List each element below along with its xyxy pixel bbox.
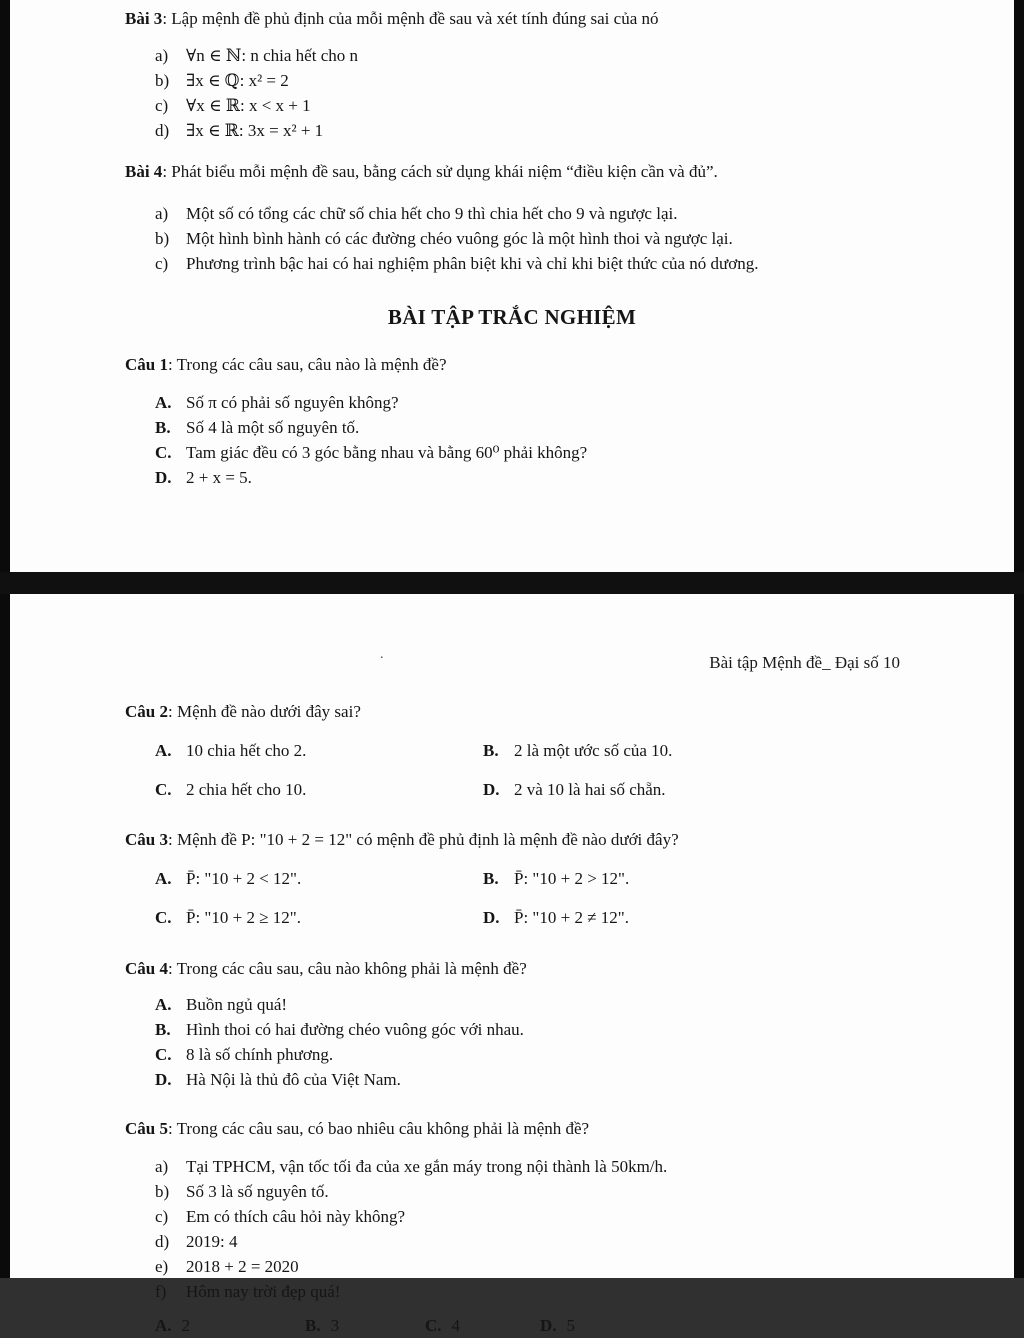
question-cau2	[10, 699, 1014, 802]
answer-marker: C.	[425, 1316, 442, 1335]
option-item	[483, 738, 964, 763]
question-intro: : Mệnh đề P: "10 + 2 = 12" có mệnh đề phủ định là mệnh đề nào dưới đây?	[167, 830, 679, 849]
question-heading	[125, 956, 964, 981]
option-item	[483, 777, 964, 802]
list-item	[155, 43, 964, 68]
option-list	[155, 992, 964, 1092]
list-item	[155, 251, 964, 276]
option-item	[155, 415, 964, 440]
problem-label: Bài 4	[125, 162, 163, 181]
problem-heading	[125, 159, 964, 184]
option-marker: B.	[155, 1020, 171, 1039]
item-marker: b)	[155, 71, 170, 90]
option-grid	[155, 866, 964, 930]
item-marker: f)	[155, 1282, 167, 1301]
option-item	[155, 440, 964, 465]
page-separator-band	[0, 572, 1024, 594]
question-heading	[125, 827, 964, 852]
page-2	[10, 594, 1014, 1335]
answer-text: 2	[181, 1316, 191, 1335]
option-text: 2 chia hết cho 10.	[186, 780, 307, 799]
item-marker: a)	[155, 204, 169, 223]
option-marker: C.	[155, 780, 172, 799]
item-marker: d)	[155, 121, 170, 140]
answers-row	[155, 1313, 964, 1338]
question-heading	[125, 352, 964, 377]
problem-intro: : Phát biểu mỗi mệnh đề sau, bằng cách sử dụng khái niệm “điều kiện cần và đủ”.	[162, 162, 718, 181]
question-intro: : Mệnh đề nào dưới đây sai?	[167, 702, 361, 721]
item-marker: c)	[155, 96, 169, 115]
question-cau3	[10, 827, 1014, 930]
option-text: Số 4 là một số nguyên tố.	[186, 418, 360, 437]
list-item	[155, 68, 964, 93]
question-intro: : Trong các câu sau, câu nào là mệnh đề?	[167, 355, 447, 374]
item-text: Phương trình bậc hai có hai nghiệm phân biệt khi và chỉ khi biệt thức của nó dương.	[186, 254, 759, 273]
option-marker: B.	[483, 869, 499, 888]
answer-text: 3	[330, 1316, 340, 1335]
option-text: Hà Nội là thủ đô của Việt Nam.	[186, 1070, 401, 1089]
item-marker: a)	[155, 46, 169, 65]
section-title: BÀI TẬP TRẮC NGHIỆM	[387, 305, 637, 329]
option-text: Buồn ngủ quá!	[186, 995, 288, 1014]
option-text: P̄: "10 + 2 > 12".	[514, 869, 630, 888]
option-item	[155, 1067, 964, 1092]
item-marker: a)	[155, 1157, 169, 1176]
list-item	[155, 201, 964, 226]
option-marker: A.	[155, 741, 172, 760]
question-intro: : Trong các câu sau, có bao nhiêu câu không phải là mệnh đề?	[167, 1119, 590, 1138]
item-marker: c)	[155, 254, 169, 273]
option-text: 10 chia hết cho 2.	[186, 741, 307, 760]
option-text: 2 và 10 là hai số chẵn.	[514, 780, 666, 799]
option-text: P̄: "10 + 2 < 12".	[186, 869, 302, 888]
list-item	[155, 118, 964, 143]
option-text: 2 là một ước số của 10.	[514, 741, 673, 760]
option-marker: B.	[155, 418, 171, 437]
page-1	[10, 0, 1014, 572]
option-item	[155, 1017, 964, 1042]
answer-marker: A.	[155, 1316, 172, 1335]
list-item	[155, 226, 964, 251]
question-intro: : Trong các câu sau, câu nào không phải là mệnh đề?	[167, 959, 527, 978]
item-marker: d)	[155, 1232, 170, 1251]
question-label: Câu 5	[125, 1119, 168, 1138]
item-marker: b)	[155, 229, 170, 248]
answer-text: 4	[451, 1316, 461, 1335]
item-text: ∀x ∈ ℝ: x < x + 1	[186, 96, 311, 115]
option-grid	[155, 738, 964, 802]
question-cau1	[10, 352, 1014, 490]
item-text: Một hình bình hành có các đường chéo vuông góc là một hình thoi và ngược lại.	[186, 229, 733, 248]
option-marker: C.	[155, 443, 172, 462]
item-text: ∀n ∈ ℕ: n chia hết cho n	[186, 46, 358, 65]
problem-label: Bài 3	[125, 9, 163, 28]
option-marker: C.	[155, 1045, 172, 1064]
option-marker: D.	[155, 1070, 172, 1089]
option-marker: D.	[483, 908, 500, 927]
question-heading	[125, 1116, 964, 1141]
list-item	[155, 1179, 964, 1204]
question-label: Câu 2	[125, 702, 168, 721]
problem-heading	[125, 6, 964, 31]
answer-marker: D.	[540, 1316, 557, 1335]
answer-item	[540, 1313, 575, 1338]
option-marker: A.	[155, 995, 172, 1014]
option-text: 2 + x = 5.	[186, 468, 252, 487]
option-marker: B.	[483, 741, 499, 760]
list-item	[155, 1229, 964, 1254]
problem-intro: : Lập mệnh đề phủ định của mỗi mệnh đề sau và xét tính đúng sai của nó	[162, 9, 659, 28]
problem-item-list	[155, 201, 964, 276]
option-list	[155, 390, 964, 490]
option-text: P̄: "10 + 2 ≠ 12".	[514, 908, 629, 927]
problem-item-list	[155, 1154, 964, 1304]
list-item	[155, 1154, 964, 1179]
item-text: Tại TPHCM, vận tốc tối đa của xe gắn máy trong nội thành là 50km/h.	[186, 1157, 668, 1176]
problem-item-list	[155, 43, 964, 143]
option-text: Số π có phải số nguyên không?	[186, 393, 399, 412]
list-item	[155, 1279, 964, 1304]
option-item	[155, 738, 483, 763]
option-marker: D.	[483, 780, 500, 799]
option-marker: C.	[155, 908, 172, 927]
item-text: 2018 + 2 = 2020	[186, 1257, 299, 1276]
answer-item	[155, 1313, 305, 1338]
stray-mark: .	[380, 647, 384, 662]
question-cau5	[10, 1116, 1014, 1338]
item-marker: c)	[155, 1207, 169, 1226]
item-text: Em có thích câu hỏi này không?	[186, 1207, 406, 1226]
option-item	[155, 465, 964, 490]
item-text: Số 3 là số nguyên tố.	[186, 1182, 329, 1201]
answer-marker: B.	[305, 1316, 321, 1335]
option-text: Tam giác đều có 3 góc bằng nhau và bằng 60⁰ phải không?	[186, 443, 588, 462]
option-item	[155, 777, 483, 802]
option-item	[155, 866, 483, 891]
answer-item	[305, 1313, 425, 1338]
item-text: Hôm nay trời đẹp quá!	[186, 1282, 341, 1301]
option-marker: A.	[155, 393, 172, 412]
question-label: Câu 1	[125, 355, 168, 374]
item-text: Một số có tổng các chữ số chia hết cho 9 thì chia hết cho 9 và ngược lại.	[186, 204, 678, 223]
option-marker: A.	[155, 869, 172, 888]
item-text: ∃x ∈ ℝ: 3x = x² + 1	[186, 121, 324, 140]
item-marker: e)	[155, 1257, 169, 1276]
option-item	[155, 390, 964, 415]
question-cau4	[10, 956, 1014, 1092]
problem-bai3	[10, 6, 1014, 143]
option-text: 8 là số chính phương.	[186, 1045, 334, 1064]
problem-bai4	[10, 159, 1014, 276]
item-marker: b)	[155, 1182, 170, 1201]
item-text: ∃x ∈ ℚ: x² = 2	[186, 71, 289, 90]
option-item	[155, 992, 964, 1017]
option-item	[483, 905, 964, 930]
option-text: Hình thoi có hai đường chéo vuông góc với nhau.	[186, 1020, 524, 1039]
option-marker: D.	[155, 468, 172, 487]
question-heading	[125, 699, 964, 724]
answer-text: 5	[566, 1316, 576, 1335]
answer-item	[425, 1313, 540, 1338]
page-header: Bài tập Mệnh đề_ Đại số 10	[709, 653, 900, 672]
list-item	[155, 93, 964, 118]
question-label: Câu 3	[125, 830, 168, 849]
option-text: P̄: "10 + 2 ≥ 12".	[186, 908, 301, 927]
question-label: Câu 4	[125, 959, 168, 978]
option-item	[155, 905, 483, 930]
list-item	[155, 1204, 964, 1229]
option-item	[483, 866, 964, 891]
list-item	[155, 1254, 964, 1279]
item-text: 2019: 4	[186, 1232, 238, 1251]
option-item	[155, 1042, 964, 1067]
